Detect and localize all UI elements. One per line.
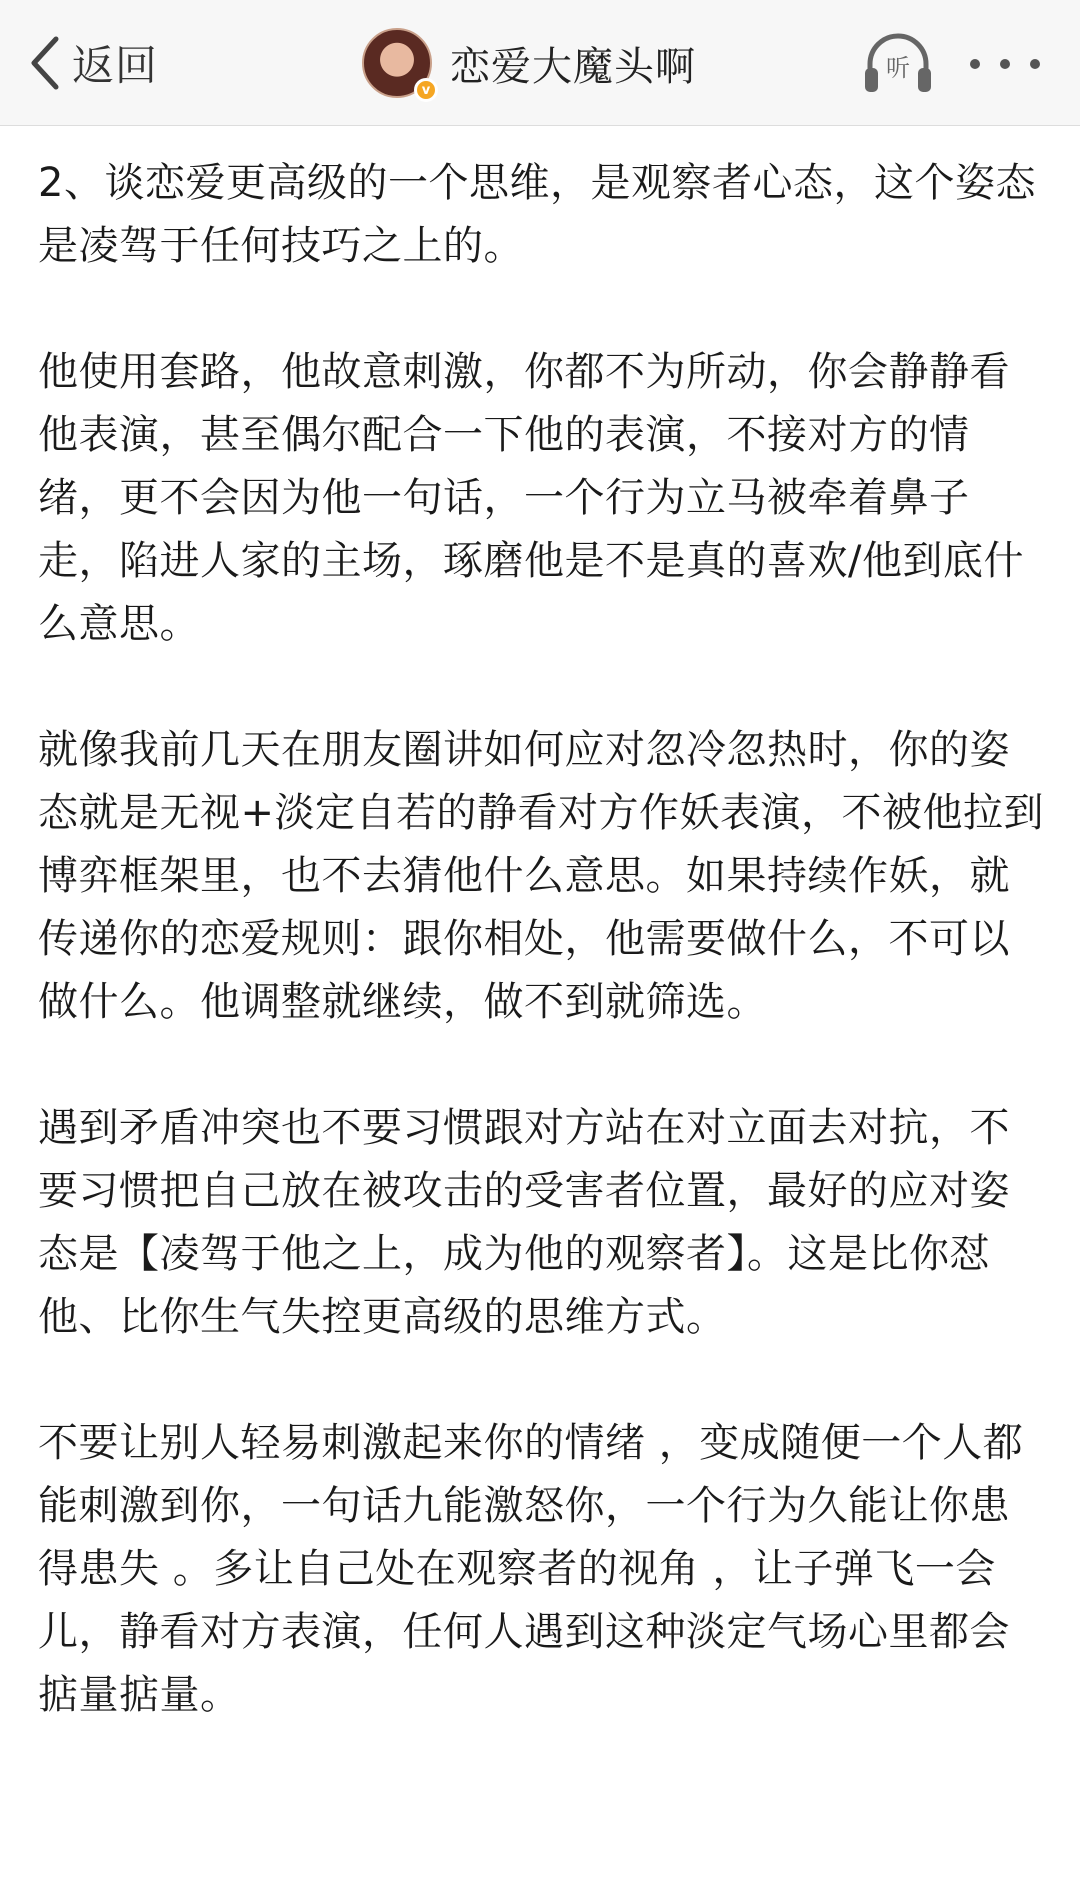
username[interactable]: 恋爱大魔头啊: [450, 43, 696, 90]
listen-label: 听: [886, 54, 910, 82]
article-body: [38, 152, 1048, 1790]
more-dots-icon: [1030, 59, 1040, 69]
more-options-button[interactable]: [970, 44, 1040, 84]
more-dots-icon: [970, 59, 980, 69]
more-dots-icon: [1000, 59, 1010, 69]
article-paragraph: 遇到矛盾冲突也不要习惯跟对方站在对立面去对抗，不要习惯把自己放在被攻击的受害者位置，最好的应对姿态是【凌驾于他之上，成为他的观察者】。这是比你怼他、比你生气失控更高级的思维方式。: [38, 1105, 1010, 1340]
profile-header[interactable]: [362, 28, 696, 98]
listen-button[interactable]: [862, 30, 934, 96]
back-button[interactable]: [30, 30, 158, 96]
verified-badge-icon: v: [414, 78, 438, 102]
top-nav-bar: [0, 0, 1080, 126]
avatar-container[interactable]: [362, 28, 432, 98]
article-paragraph: 2、谈恋爱更高级的一个思维，是观察者心态，这个姿态是凌驾于任何技巧之上的。: [38, 160, 1036, 269]
article-paragraph: 不要让别人轻易刺激起来你的情绪 ，变成随便一个人都能刺激到你，一句话九能激怒你，一个行为久能让你患得患失 。多让自己处在观察者的视角 ，让子弹飞一会儿，静看对方表演，任何人遇到这种淡定气场心里都会掂量掂量。: [38, 1420, 1024, 1718]
chevron-left-icon: [30, 35, 60, 91]
back-label: 返回: [72, 41, 159, 90]
article-paragraph: 就像我前几天在朋友圈讲如何应对忽冷忽热时，你的姿态就是无视+淡定自若的静看对方作妖表演，不被他拉到博弈框架里，也不去猜他什么意思。如果持续作妖，就传递你的恋爱规则：跟你相处，他需要做什么，不可以做什么。他调整就继续，做不到就筛选。: [38, 727, 1045, 1025]
article-paragraph: 他使用套路，他故意刺激，你都不为所动，你会静静看他表演，甚至偶尔配合一下他的表演，不接对方的情绪，更不会因为他一句话，一个行为立马被牵着鼻子走，陷进人家的主场，琢磨他是不是真的喜欢/他到底什么意思。: [38, 349, 1024, 647]
